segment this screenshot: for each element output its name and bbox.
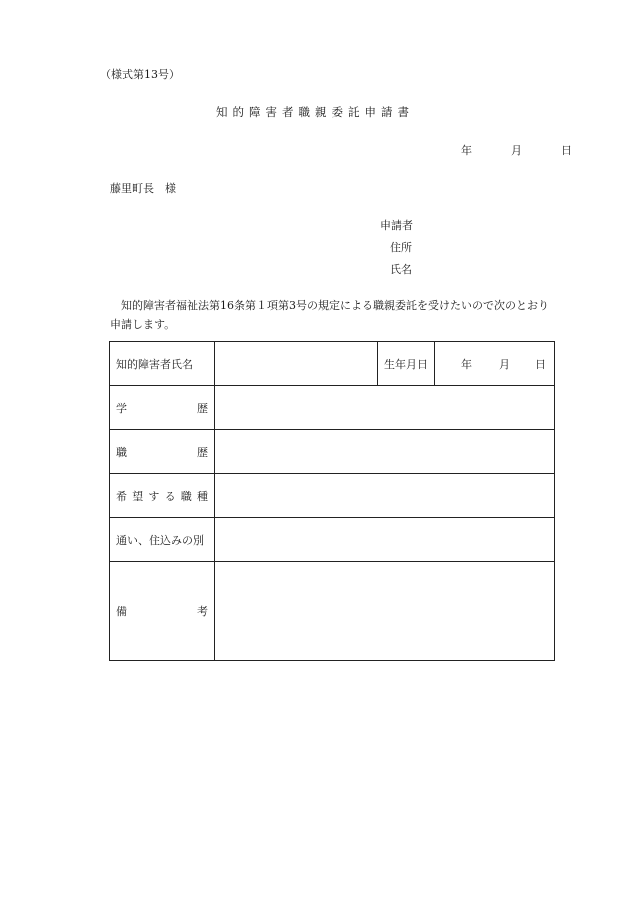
field-birth-date[interactable] [435,342,555,386]
label-disabled-person-name: 知的障害者氏名 [110,342,215,386]
label-char: 備 [116,605,127,618]
addressee: 藤里町長 様 [110,182,176,195]
form-number: （様式第13号） [100,68,180,81]
label-char: 考 [197,605,208,618]
table-row-work-history [110,430,555,474]
applicant-heading: 申請者 [380,219,413,232]
label-char: 歴 [197,445,208,459]
application-form-table [109,341,555,661]
date-day-label: 日 [561,144,572,157]
date-month-label: 月 [511,144,522,157]
label-char: 職 [116,445,127,459]
label-desired-job [110,474,215,518]
label-char: 学 [116,401,127,415]
document-title: 知的障害者職親委託申請書 [216,105,414,119]
application-date [461,142,572,158]
table-row-desired-job [110,474,555,518]
label-char: る [164,489,176,503]
label-char: 望 [132,489,144,503]
label-char: 歴 [197,401,208,415]
table-row-name [110,342,555,386]
table-row-education [110,386,555,430]
field-education[interactable] [215,386,555,430]
birth-month-label: 月 [499,357,510,371]
birth-year-label: 年 [461,357,472,371]
applicant-address-label: 住所 [390,241,412,254]
table-row-commute [110,518,555,562]
label-birth-date: 生年月日 [378,342,435,386]
label-char: す [148,489,160,503]
applicant-name-label: 氏名 [390,263,412,276]
field-disabled-person-name[interactable] [215,342,378,386]
table-row-remarks [110,562,555,661]
request-text: 知的障害者福祉法第16条第１項第3号の規定による職親委託を受けたいので次のとおり申請します。 [110,299,549,331]
date-year-label: 年 [461,144,472,157]
applicant-block [380,218,413,284]
field-desired-job[interactable] [215,474,555,518]
label-work-history [110,430,215,474]
label-remarks [110,562,215,661]
label-education [110,386,215,430]
label-char: 職 [180,489,192,503]
label-commute-type: 通い、住込みの別 [110,518,215,562]
field-remarks[interactable] [215,562,555,661]
field-commute-type[interactable] [215,518,555,562]
label-char: 種 [196,489,208,503]
label-char: 希 [116,489,127,503]
birth-day-label: 日 [535,357,546,371]
field-work-history[interactable] [215,430,555,474]
